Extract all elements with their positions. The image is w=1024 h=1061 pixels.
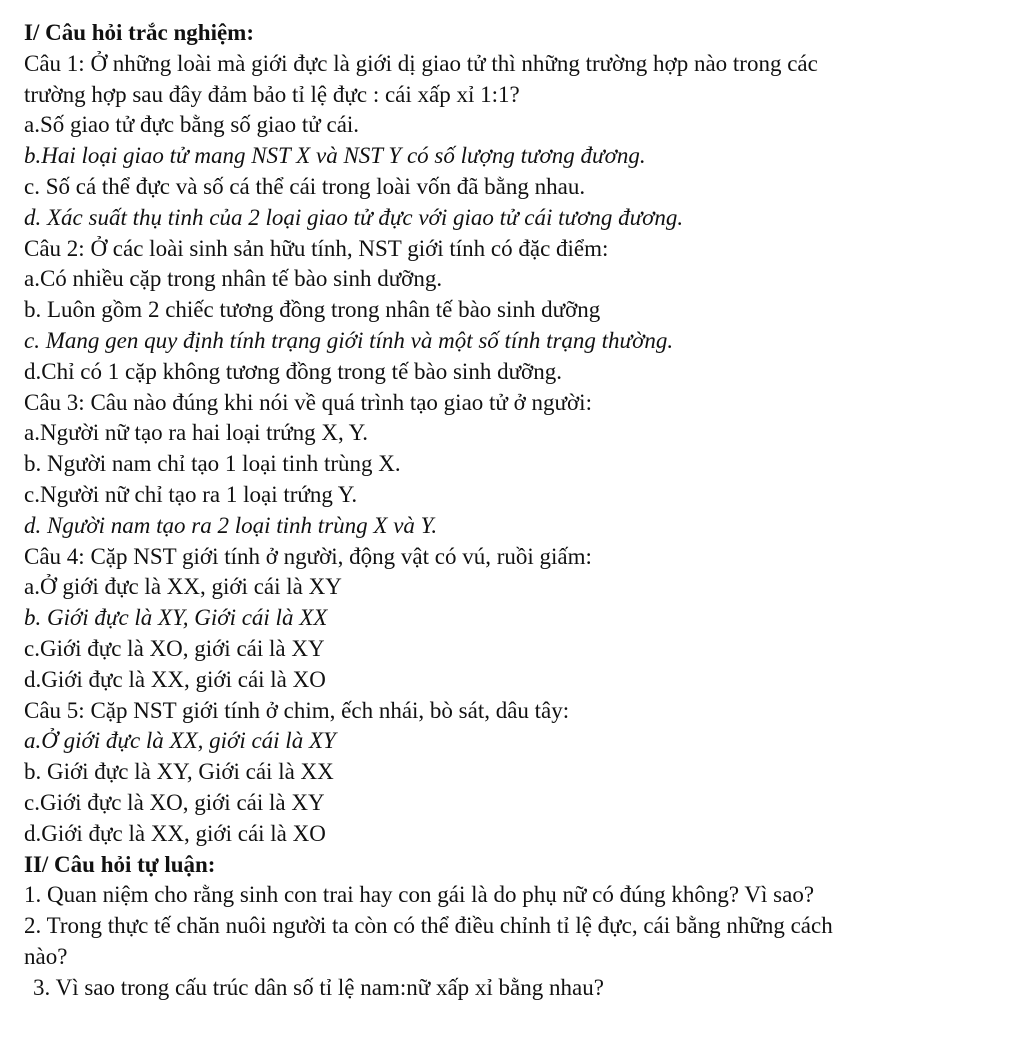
question-4-option-a: a.Ở giới đực là XX, giới cái là XY <box>24 574 342 600</box>
question-3-option-d: d. Người nam tạo ra 2 loại tinh trùng X và Y. <box>24 512 438 538</box>
question-4-option-c: c.Giới đực là XO, giới cái là XY <box>24 635 325 661</box>
question-1-option-d: d. Xác suất thụ tinh của 2 loại giao tử đực với giao tử cái tương đương. <box>24 204 684 230</box>
question-2-option-d: d.Chỉ có 1 cặp không tương đồng trong tế bào sinh dưỡng. <box>24 358 562 384</box>
section-heading-essay: II/ Câu hỏi tự luận: <box>24 851 216 877</box>
question-2-stem: Câu 2: Ở các loài sinh sản hữu tính, NST giới tính có đặc điểm: <box>24 235 609 261</box>
question-5-option-b: b. Giới đực là XY, Giới cái là XX <box>24 759 334 785</box>
essay-question-1: 1. Quan niệm cho rằng sinh con trai hay con gái là do phụ nữ có đúng không? Vì sao? <box>24 882 815 908</box>
question-5-stem: Câu 5: Cặp NST giới tính ở chim, ếch nhái, bò sát, dâu tây: <box>24 697 570 723</box>
question-1-line-2: trường hợp sau đây đảm bảo tỉ lệ đực : cái xấp xỉ 1:1? <box>24 81 520 107</box>
question-3-stem: Câu 3: Câu nào đúng khi nói về quá trình tạo giao tử ở người: <box>24 389 592 415</box>
question-2-option-b: b. Luôn gồm 2 chiếc tương đồng trong nhân tế bào sinh dưỡng <box>24 297 601 323</box>
question-5-option-a: a.Ở giới đực là XX, giới cái là XY <box>24 728 336 754</box>
question-1-option-c: c. Số cá thể đực và số cá thể cái trong loài vốn đã bằng nhau. <box>24 173 586 199</box>
question-2-option-c: c. Mang gen quy định tính trạng giới tính và một số tính trạng thường. <box>24 327 674 353</box>
question-3-option-c: c.Người nữ chỉ tạo ra 1 loại trứng Y. <box>24 481 358 507</box>
section-heading-multiple-choice: I/ Câu hỏi trắc nghiệm: <box>24 20 254 45</box>
question-3-option-b: b. Người nam chỉ tạo 1 loại tinh trùng X. <box>24 451 401 477</box>
question-3-option-a: a.Người nữ tạo ra hai loại trứng X, Y. <box>24 420 369 446</box>
question-1-line-1: Câu 1: Ở những loài mà giới đực là giới dị giao tử thì những trường hợp nào trong các <box>24 50 818 76</box>
question-5-option-c: c.Giới đực là XO, giới cái là XY <box>24 789 325 815</box>
question-1-option-b: b.Hai loại giao tử mang NST X và NST Y có số lượng tương đương. <box>24 143 646 169</box>
essay-question-3: 3. Vì sao trong cấu trúc dân số tỉ lệ nam:nữ xấp xỉ bằng nhau? <box>33 974 604 1000</box>
essay-question-2-line-2: nào? <box>24 943 68 969</box>
question-4-option-b: b. Giới đực là XY, Giới cái là XX <box>24 605 328 631</box>
question-5-option-d: d.Giới đực là XX, giới cái là XO <box>24 820 326 846</box>
essay-question-2-line-1: 2. Trong thực tế chăn nuôi người ta còn có thể điều chỉnh tỉ lệ đực, cái bằng những cách <box>24 913 833 939</box>
question-1-option-a: a.Số giao tử đực bằng số giao tử cái. <box>24 112 360 138</box>
question-4-stem: Câu 4: Cặp NST giới tính ở người, động vật có vú, ruồi giấm: <box>24 543 592 569</box>
question-2-option-a: a.Có nhiều cặp trong nhân tế bào sinh dưỡng. <box>24 266 443 292</box>
question-4-option-d: d.Giới đực là XX, giới cái là XO <box>24 666 326 692</box>
